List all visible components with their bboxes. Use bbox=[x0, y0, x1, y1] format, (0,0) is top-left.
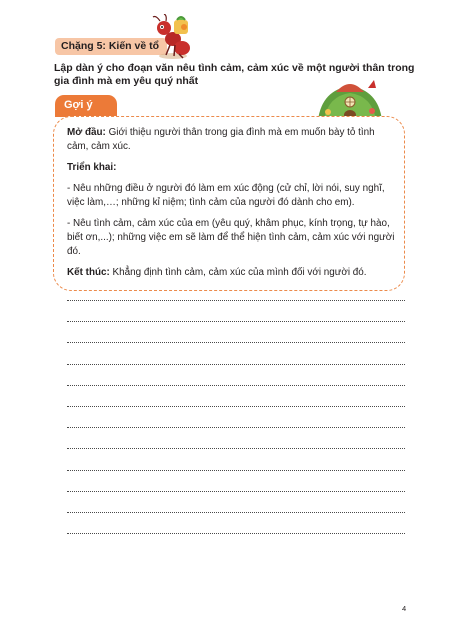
answer-line[interactable] bbox=[67, 406, 405, 407]
chapter-label: Chặng 5: Kiến về tổ bbox=[55, 38, 167, 55]
answer-line[interactable] bbox=[67, 533, 405, 534]
intro-text: Giới thiệu người thân trong gia đình mà em muốn bày tỏ tình cảm, cảm xúc. bbox=[67, 127, 375, 152]
answer-line[interactable] bbox=[67, 512, 405, 513]
body-point-2: - Nêu tình cảm, cảm xúc của em (yêu quý, khâm phục, kính trọng, tự hào, biết ơn,...); những việc em sẽ làm để thể hiện tình cảm, cảm xúc với người đó. bbox=[67, 218, 395, 257]
hint-content bbox=[67, 126, 397, 287]
ant-hill-house-illustration bbox=[314, 78, 386, 120]
answer-line[interactable] bbox=[67, 427, 405, 428]
answer-line[interactable] bbox=[67, 448, 405, 449]
ant-carrying-food-illustration bbox=[150, 14, 195, 60]
body-point-1: - Nêu những điều ở người đó làm em xúc động (cử chỉ, lời nói, suy nghĩ, việc làm,…; những kỉ niệm; tình cảm của người đó dành cho em). bbox=[67, 183, 385, 208]
page-number: 4 bbox=[402, 604, 407, 613]
hint-tab: Gợi ý bbox=[55, 95, 117, 117]
answer-line[interactable] bbox=[67, 491, 405, 492]
intro-paragraph bbox=[67, 126, 397, 154]
answer-line[interactable] bbox=[67, 364, 405, 365]
answer-line[interactable] bbox=[67, 300, 405, 301]
body-heading: Triển khai: bbox=[67, 162, 117, 173]
intro-heading: Mở đầu: bbox=[67, 127, 106, 138]
answer-line[interactable] bbox=[67, 385, 405, 386]
conclusion-heading: Kết thúc: bbox=[67, 267, 110, 278]
conclusion-text: Khẳng định tình cảm, cảm xúc của mình đối với người đó. bbox=[109, 267, 367, 278]
answer-writing-area[interactable] bbox=[67, 300, 405, 554]
conclusion-paragraph bbox=[67, 266, 397, 280]
answer-line[interactable] bbox=[67, 321, 405, 322]
task-title: Lập dàn ý cho đoạn văn nêu tình cảm, cảm xúc về một người thân trong gia đình mà em yêu quý nhất bbox=[54, 62, 415, 87]
answer-line[interactable] bbox=[67, 470, 405, 471]
answer-line[interactable] bbox=[67, 342, 405, 343]
